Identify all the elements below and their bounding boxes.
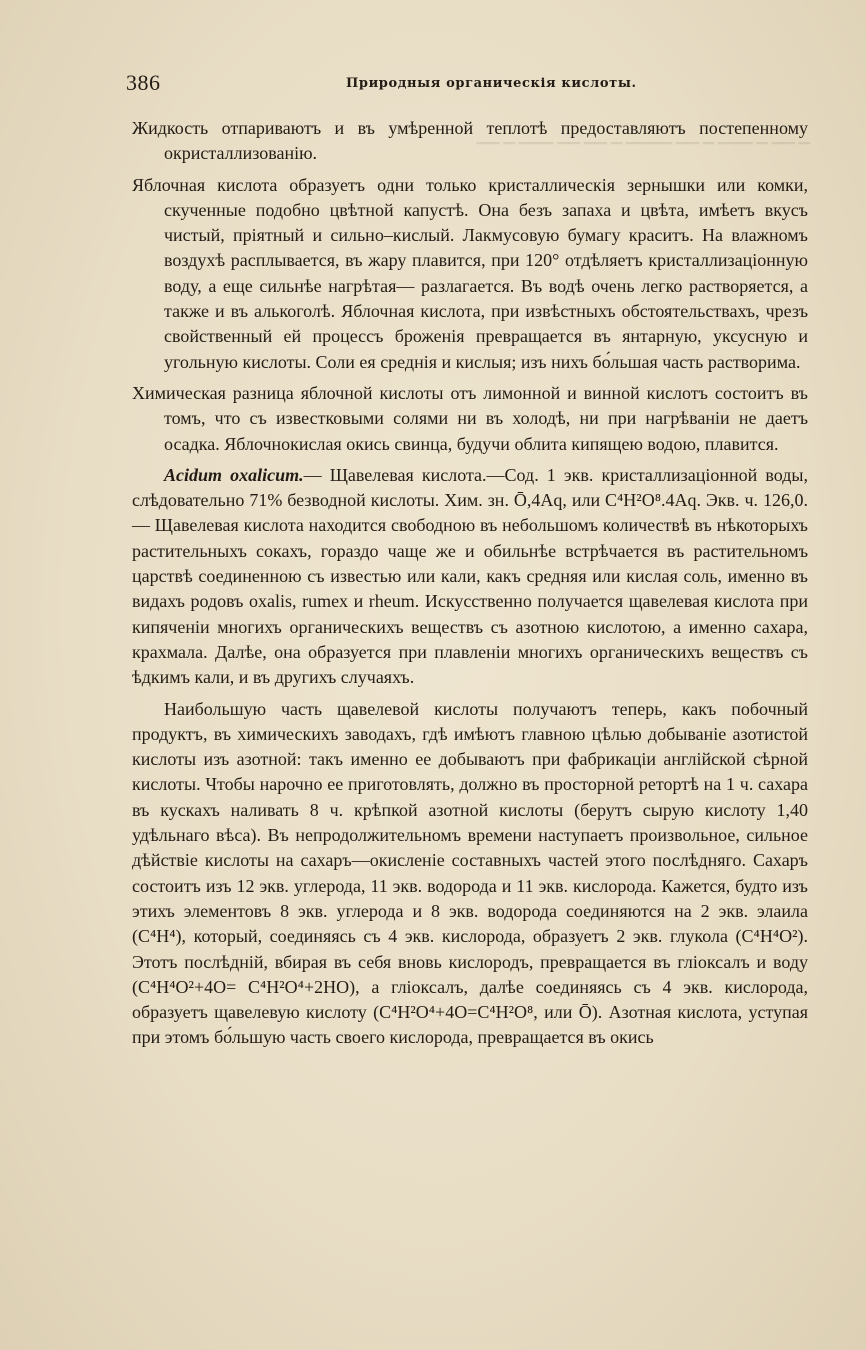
page-header <box>126 70 816 100</box>
paragraph-oxalic-intro <box>132 463 808 691</box>
page-number: 386 <box>126 70 161 95</box>
show-through-texture: ▔ ▔▔ ▔ ▔▔▔ ▔ ▔▔ ▔▔▔▔ ▔ ▔▔ ▔▔ ▔▔▔ ▔ ▔▔ <box>476 144 810 160</box>
paragraph-malic-difference: Химическая разница яблочной кислоты отъ лимонной и винной кислотъ состоитъ въ томъ, что съ известковыми солями ни въ холодѣ, ни при нагрѣваніи не даетъ осадка. Яблочнокислая окись свинца, будучи облита кипящею водою, плавится. <box>132 382 808 454</box>
paragraph-oxalic-production: Наибольшую часть щавелевой кислоты получаютъ теперь, какъ побочный продуктъ, въ химическихъ заводахъ, гдѣ имѣютъ главною цѣлью добываніе азотистой кислоты изъ азотной: такъ именно ее добываютъ при фабрикаціи англійской сѣрной кислоты. Чтобы нарочно ее приготовлять, должно въ просторной ретортѣ на 1 ч. сахара въ кускахъ наливать 8 ч. крѣпкой азотной кислоты (берутъ сырую кислоту 1,40 удѣльнаго вѣса). Въ непродолжительномъ времени наступаетъ произвольное, сильное дѣйствіе кислоты на сахаръ—окисленіе составныхъ частей этого послѣдняго. Сахаръ состоитъ изъ 12 экв. углерода, 11 экв. водорода и 11 экв. кислорода. Кажется, будто изъ этихъ элементовъ 8 экв. углерода и 8 экв. водорода соединяются на 2 экв. элаила (C⁴H⁴), который, соединяясь съ 4 экв. кислорода, образуетъ 2 экв. глукола (C⁴H⁴O²). Этотъ послѣдній, вбирая въ себя вновь кислородъ, превращается въ гліоксалъ и воду (C⁴H⁴O²+4O= C⁴H²O⁴+2HO), а гліоксалъ, далѣе соединяясь съ 4 экв. кислорода, образуетъ щавелевую кислоту (C⁴H²O⁴+4O=C⁴H²O⁸, или Ō). Азотная кислота, уступая при этомъ бо́льшую часть своего кислорода, превращается въ окись <box>132 698 808 1048</box>
latin-heading: Acidum oxalicum. <box>164 464 304 485</box>
running-title: Природныя органическія кислоты. <box>346 76 637 91</box>
body-text <box>132 116 808 1051</box>
paragraph-1: Жидкость отпариваютъ и въ умѣренной теплотѣ предоставляютъ постепенному окристаллизованію. <box>132 118 808 164</box>
oxalic-intro-text: — Щавелевая кислота.—Сод. 1 экв. кристаллизаціонной воды, слѣдовательно 71% безводной кислоты. Хим. зн. Ō,4Aq, или C⁴H²O⁸.4Aq. Экв. ч. 126,0. — Щавелевая кислота находится свободною въ небольшомъ количествѣ въ нѣкоторыхъ растительныхъ сокахъ, гораздо чаще же и обильнѣе встрѣчается въ растительномъ царствѣ соединенною съ известью или кали, какъ средняя или кислая соль, именно въ видахъ родовъ oxalis, rumex и rheum. Искусственно получается щавелевая кислота при кипяченіи многихъ органическихъ веществъ съ азотною кислотою, а именно сахара, крахмала. Далѣе, она образуется при плавленіи многихъ органическихъ веществъ съ ѣдкимъ кали, и въ другихъ случаяхъ. <box>132 464 809 688</box>
paragraph-malic-properties: Яблочная кислота образуетъ одни только кристаллическія зернышки или комки, скученные подобно цвѣтной капустѣ. Она безъ запаха и цвѣта, имѣетъ вкусъ чистый, пріятный и сильно–кислый. Лакмусовую бумагу краситъ. На влажномъ воздухѣ расплывается, въ жару плавится, при 120° отдѣляетъ кристаллизаціонную воду, а еще сильнѣе нагрѣтая— разлагается. Въ водѣ очень легко растворяется, а также и въ алькоголѣ. Яблочная кислота, при извѣстныхъ обстоятельствахъ, чрезъ свойственный ей процессъ броженія превращается въ янтарную, уксусную и угольную кислоты. Соли ея среднія и кислыя; изъ нихъ бо́льшая часть растворима. <box>132 174 808 372</box>
